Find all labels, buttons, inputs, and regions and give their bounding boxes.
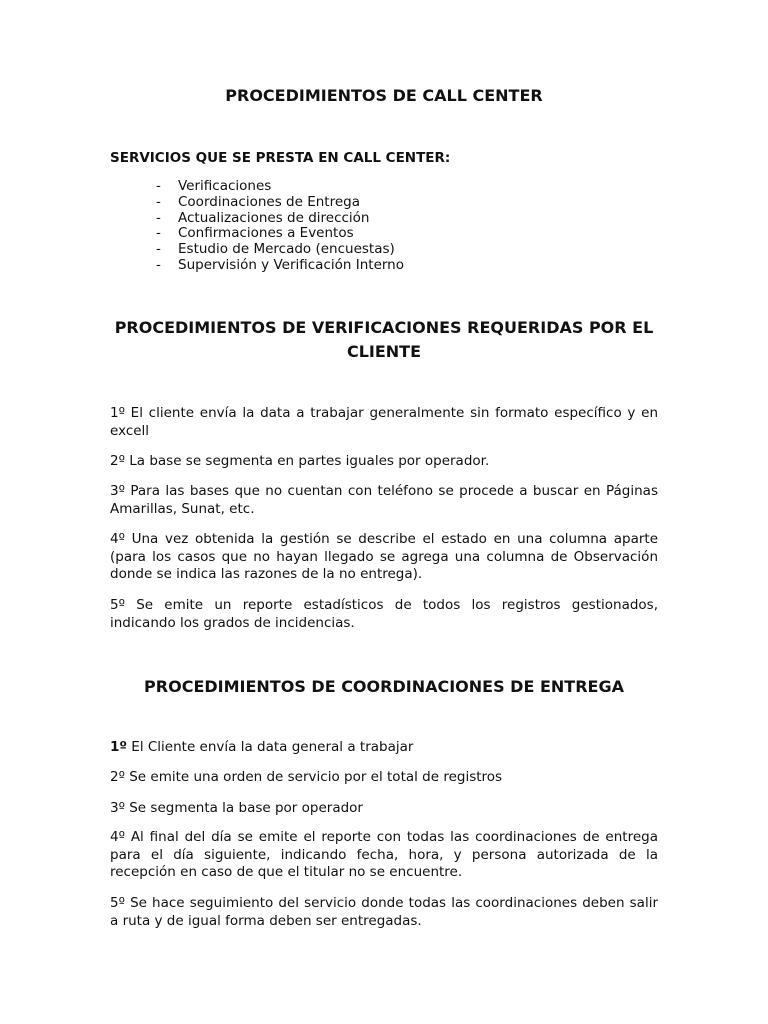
- bullet-dash: -: [156, 209, 161, 226]
- bullet-dash: -: [156, 241, 161, 258]
- bullet-dash: -: [156, 193, 161, 210]
- list-item: [156, 258, 404, 274]
- service-item-label: Verificaciones: [178, 178, 272, 194]
- coordination-step-4: 4º Al final del día se emite el reporte con todas las coordinaciones de entrega para el día siguiente, indicando fecha, hora, y persona autorizada de la recepción en caso de que el titular no se encuentre.: [110, 829, 658, 880]
- service-item-label: Estudio de Mercado (encuestas): [178, 241, 395, 258]
- verification-step-3: 3º Para las bases que no cuentan con teléfono se procede a buscar en Páginas Amarillas, Sunat, etc.: [110, 483, 658, 517]
- coordination-step-1: [110, 739, 658, 757]
- bullet-dash: -: [156, 256, 161, 273]
- list-item: [156, 226, 404, 242]
- list-item: [156, 179, 404, 195]
- list-item: [156, 211, 404, 227]
- bullet-dash: -: [156, 225, 161, 242]
- coordination-step-1-number: 1º: [110, 739, 128, 755]
- list-item: [156, 195, 404, 211]
- services-heading: SERVICIOS QUE SE PRESTA EN CALL CENTER:: [110, 150, 451, 166]
- service-item-label: Confirmaciones a Eventos: [178, 225, 354, 242]
- service-item-label: Actualizaciones de dirección: [178, 209, 370, 226]
- list-item: [156, 242, 404, 258]
- document-title: PROCEDIMIENTOS DE CALL CENTER: [225, 86, 543, 105]
- service-item-label: Supervisión y Verificación Interno: [178, 256, 404, 273]
- coordination-step-1-text: El Cliente envía la data general a trabajar: [127, 739, 414, 755]
- service-item-label: Coordinaciones de Entrega: [178, 193, 360, 210]
- services-list: [156, 179, 404, 274]
- verification-section-title: PROCEDIMIENTOS DE VERIFICACIONES REQUERIDAS POR EL CLIENTE: [114, 318, 654, 361]
- verification-step-5: 5º Se emite un reporte estadísticos de todos los registros gestionados, indicando los grados de incidencias.: [110, 597, 658, 631]
- coordination-step-3: 3º Se segmenta la base por operador: [110, 800, 363, 816]
- coordination-step-2: 2º Se emite una orden de servicio por el total de registros: [110, 769, 503, 785]
- verification-step-4: 4º Una vez obtenida la gestión se describe el estado en una columna aparte (para los casos que no hayan llegado se agrega una columna de Observación donde se indica las razones de la no entrega).: [110, 531, 658, 582]
- bullet-dash: -: [156, 178, 161, 194]
- coordination-step-5: 5º Se hace seguimiento del servicio donde todas las coordinaciones deben salir a ruta y de igual forma deben ser entregadas.: [110, 895, 658, 929]
- verification-step-2: 2º La base se segmenta en partes iguales por operador.: [110, 453, 490, 469]
- coordination-section-title: PROCEDIMIENTOS DE COORDINACIONES DE ENTREGA: [144, 677, 624, 696]
- verification-step-1: 1º El cliente envía la data a trabajar generalmente sin formato específico y en excell: [110, 405, 658, 439]
